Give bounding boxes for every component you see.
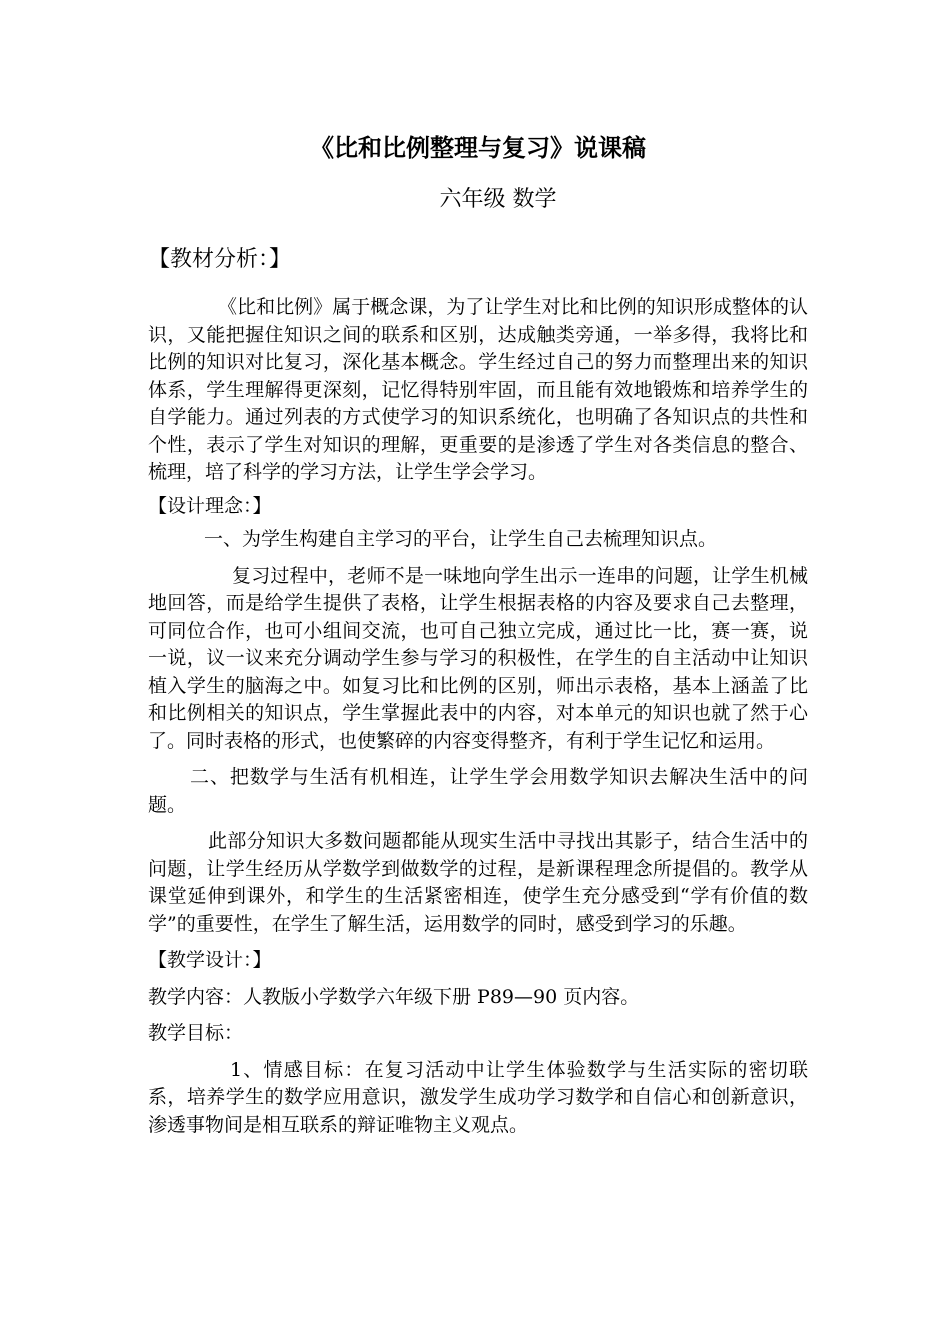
design-point-2: 二、把数学与生活有机相连，让学生学会用数学知识去解决生活中的问题。 [148, 766, 808, 816]
document-body [148, 294, 808, 1139]
section-heading-design-concept: 【设计理念：】 [148, 494, 272, 517]
teaching-content-line: 教学内容：人教版小学数学六年级下册 P89—90 页内容。 [148, 985, 640, 1008]
teaching-goals-label: 教学目标： [148, 1022, 244, 1044]
section-heading-teaching-design: 【教学设计：】 [148, 949, 272, 971]
document-subtitle: 六年级 数学 [439, 187, 557, 212]
document-title: 《比和比例整理与复习》说课稿 [310, 133, 646, 162]
section-heading-textbook-analysis: 【教材分析：】 [148, 247, 292, 272]
paragraph-textbook-analysis: 《比和比例》属于概念课，为了让学生对比和比例的知识形成整体的认识，又能把握住知识之间的联系和区别，达成触类旁通，一举多得，我将比和比例的知识对比复习，深化基本概念。学生经过自己的努力而整理出来的知识体系，学生理解得更深刻，记忆得特别牢固，而且能有效地锻炼和培养学生的自学能力。通过列表的方式使学习的知识系统化，也明确了各知识点的共性和个性，表示了学生对知识的理解，更重要的是渗透了学生对各类信息的整合、梳理，培了科学的学习方法，让学生学会学习。 [148, 296, 808, 483]
paragraph-design-point-1: 复习过程中，老师不是一味地向学生出示一连串的问题，让学生机械地回答，而是给学生提供了表格，让学生根据表格的内容及要求自己去整理，可同位合作，也可小组间交流，也可自己独立完成，通过比一比，赛一赛，说一说，议一议来充分调动学生参与学习的积极性，在学生的自主活动中让知识植入学生的脑海之中。如复习比和比例的区别，师出示表格，基本上涵盖了比和比例相关的知识点，学生掌握此表中的内容，对本单元的知识也就了然于心了。同时表格的形式，也使繁碎的内容变得整齐，有利于学生记忆和运用。 [148, 564, 808, 752]
design-point-1: 一、为学生构建自主学习的平台，让学生自己去梳理知识点。 [204, 528, 718, 550]
teaching-goal-1: 1、情感目标：在复习活动中让学生体验数学与生活实际的密切联系，培养学生的数学应用意识，激发学生成功学习数学和自信心和创新意识，渗透事物间是相互联系的辩证唯物主义观点。 [148, 1058, 808, 1136]
paragraph-design-point-2: 此部分知识大多数问题都能从现实生活中寻找出其影子，结合生活中的问题，让学生经历从学数学到做数学的过程，是新课程理念所提倡的。教学从课堂延伸到课外，和学生的生活紧密相连，使学生充分感受到“学有价值的数学”的重要性，在学生了解生活，运用数学的同时，感受到学习的乐趣。 [148, 830, 808, 935]
